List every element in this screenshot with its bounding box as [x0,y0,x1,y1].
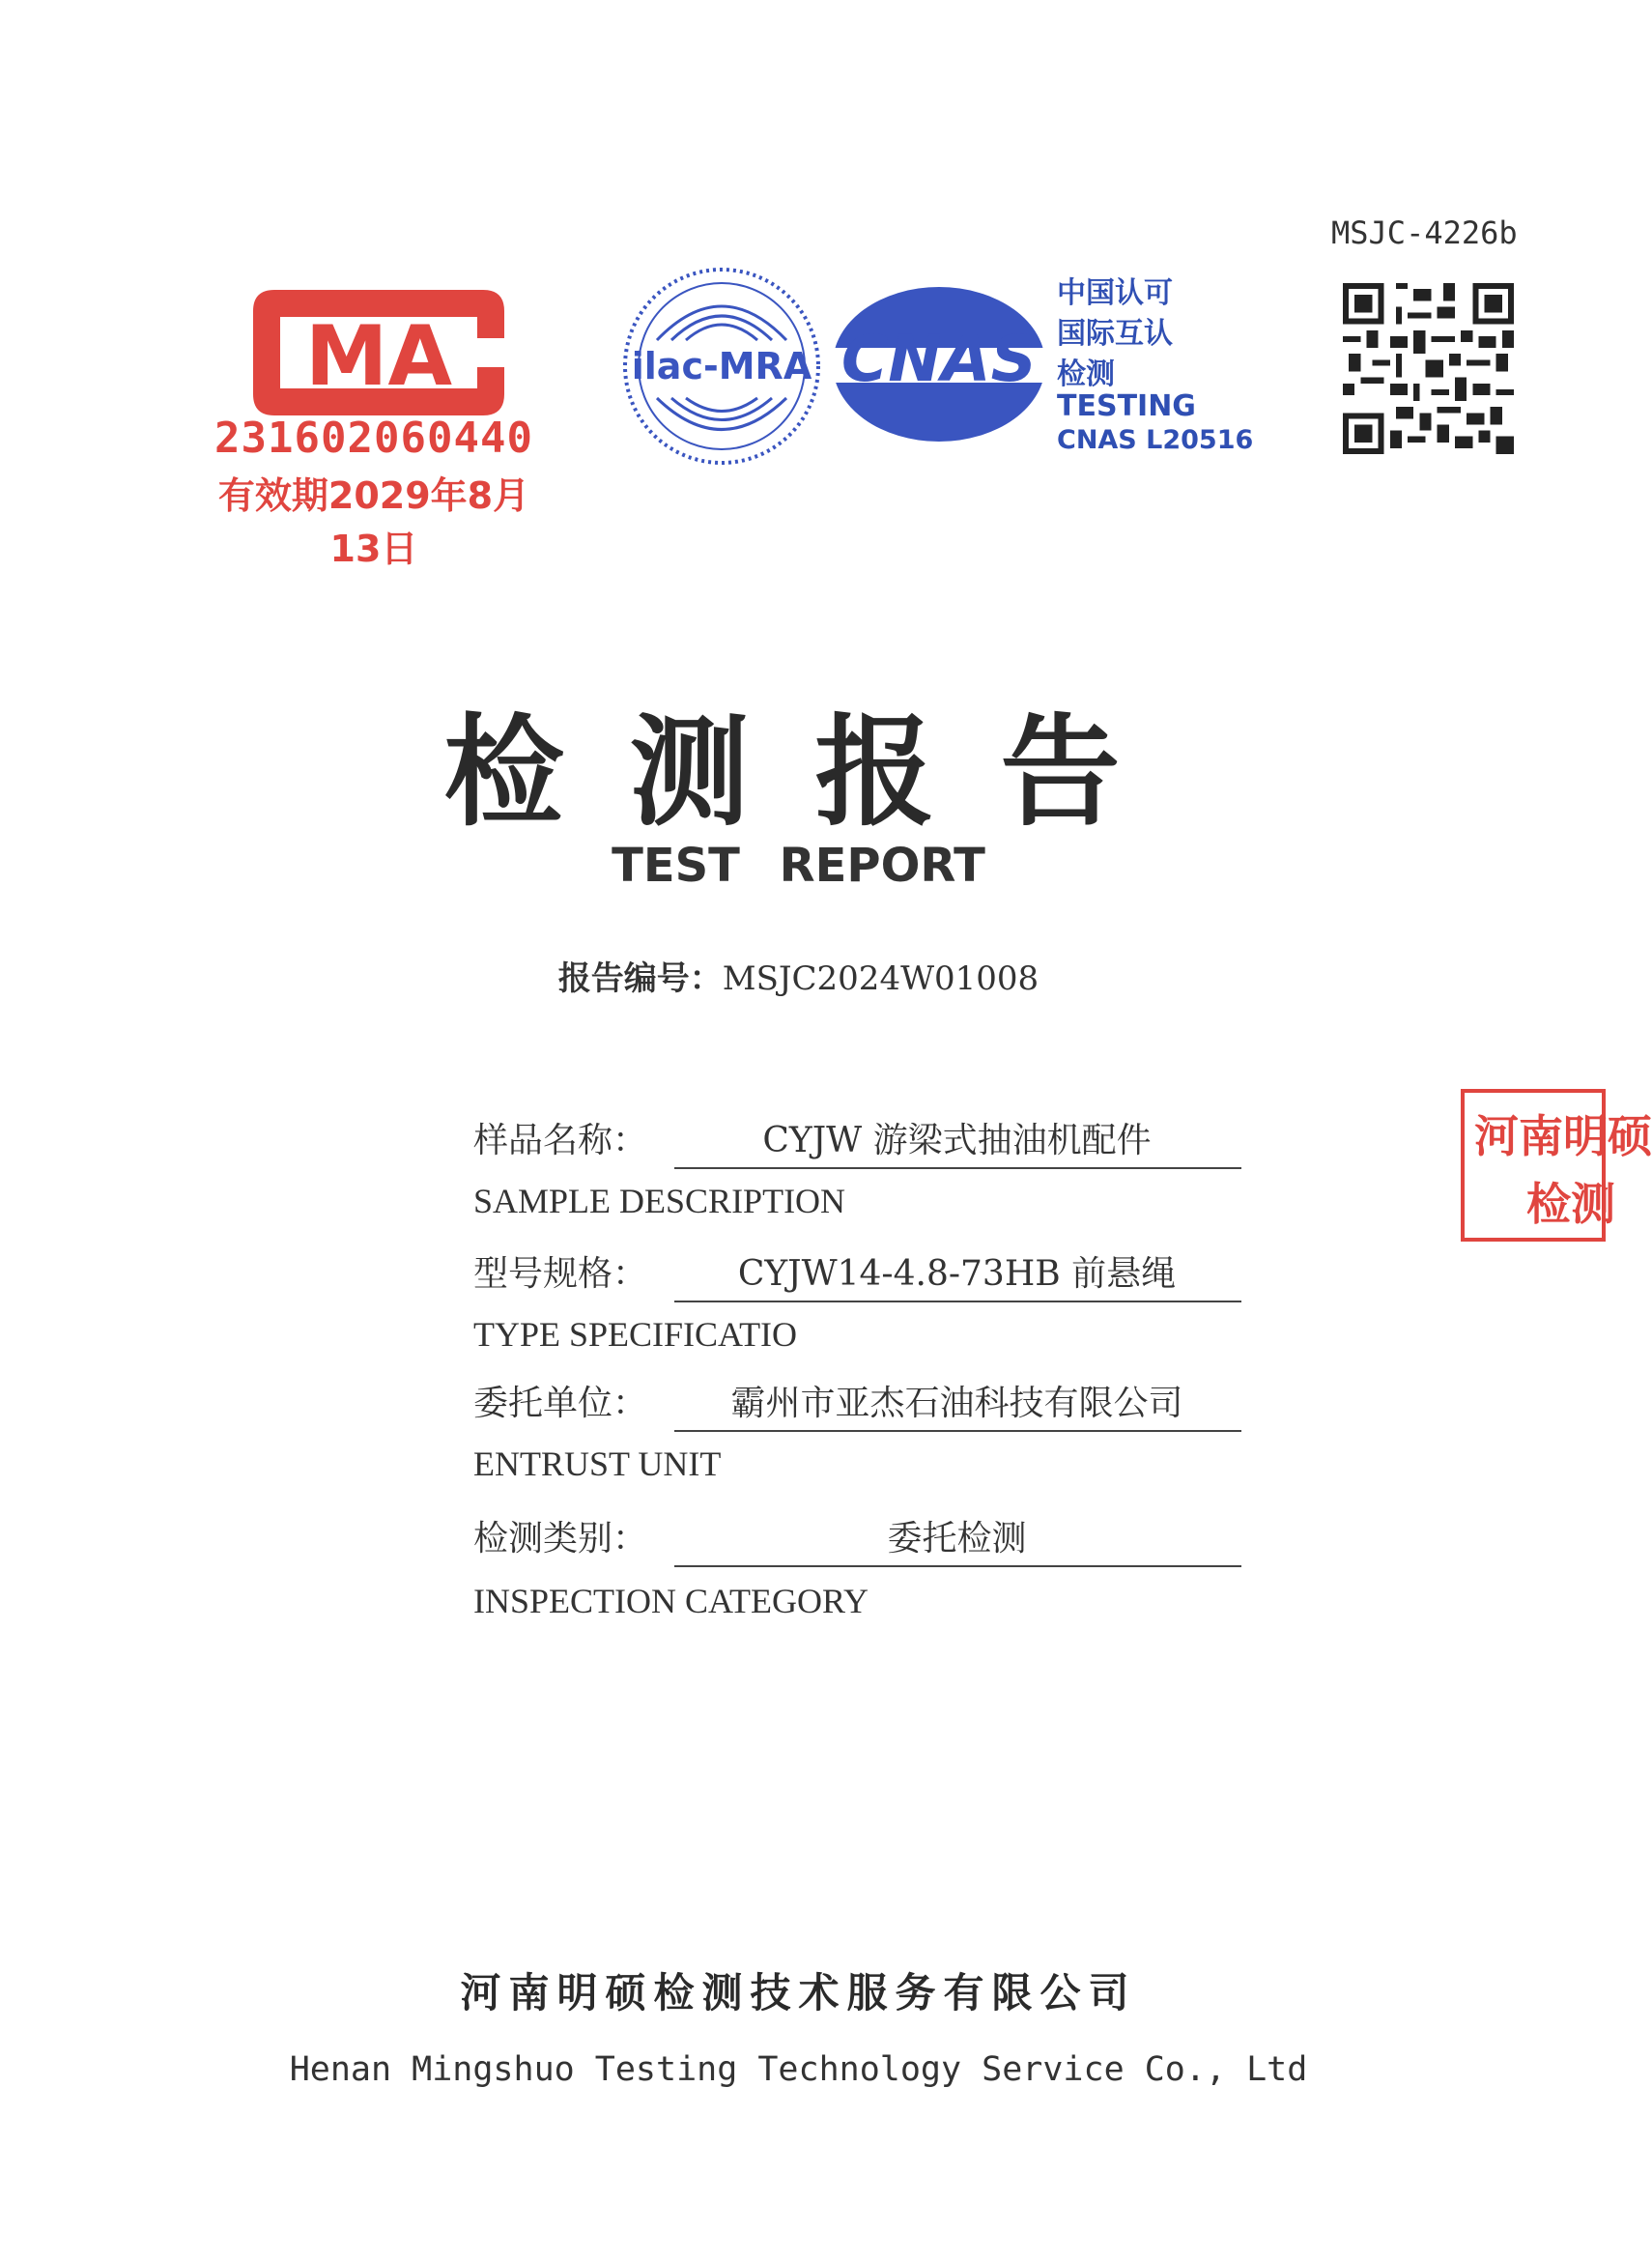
sample-name-value: CYJW 游梁式抽油机配件 [762,1121,1152,1160]
inspection-category-label-en: INSPECTION CATEGORY [473,1582,869,1620]
sample-description-label-en: SAMPLE DESCRIPTION [473,1182,846,1220]
type-specification-label-en: TYPE SPECIFICATIO [473,1315,798,1354]
entrust-unit-value: 霸州市亚杰石油科技有限公司 [730,1384,1183,1423]
company-stamp-line2: 检测 [1526,1178,1615,1230]
cnas-testing-text: TESTING [1057,389,1196,423]
type-spec-value: CYJW14-4.8-73HB 前悬绳 [737,1254,1177,1294]
inspection-category-label: 检测类别： [473,1519,648,1558]
cnas-text-line1: 中国认可 [1057,276,1173,310]
ilac-mark-text: ilac-MRA [631,345,812,387]
cma-mark-text: MA [304,308,453,405]
cnas-logo [823,280,1055,449]
cnas-accreditation-code: CNAS L20516 [1057,425,1254,455]
company-name-en: Henan Mingshuo Testing Technology Service Co., Ltd [289,2050,1308,2089]
report-number-label: 报告编号： [557,959,723,998]
cma-certificate-number: 231602060440 [214,414,533,463]
document-code: MSJC-4226b [1331,214,1518,251]
qr-code-icon[interactable] [1343,283,1514,454]
type-spec-underline [674,1301,1241,1302]
report-number [0,952,1597,999]
entrust-unit-label: 委托单位： [473,1384,648,1423]
type-spec-label: 型号规格： [473,1254,648,1294]
cnas-text-line2: 国际互认 [1057,317,1173,351]
ilac-mra-seal-logo [618,263,826,471]
cnas-text-line3: 检测 [1057,357,1115,391]
cma-validity-date: 有效期2029年8月13日 [217,474,530,570]
report-number-value: MSJC2024W01008 [722,959,1040,998]
entrust-unit-underline [674,1430,1241,1432]
sample-name-label: 样品名称： [473,1121,648,1160]
company-stamp-line1: 河南明硕 [1474,1110,1652,1162]
cnas-mark-text: CNAS [840,322,1038,396]
company-name-cn: 河南明硕检测技术服务有限公司 [460,1969,1137,2016]
report-title-cn: 检测报告 [443,702,1186,843]
entrust-unit-label-en: ENTRUST UNIT [473,1444,722,1483]
inspection-category-value: 委托检测 [887,1519,1027,1558]
inspection-category-underline [674,1565,1241,1567]
sample-name-underline [674,1167,1241,1169]
report-title-en: TEST REPORT [612,839,985,893]
